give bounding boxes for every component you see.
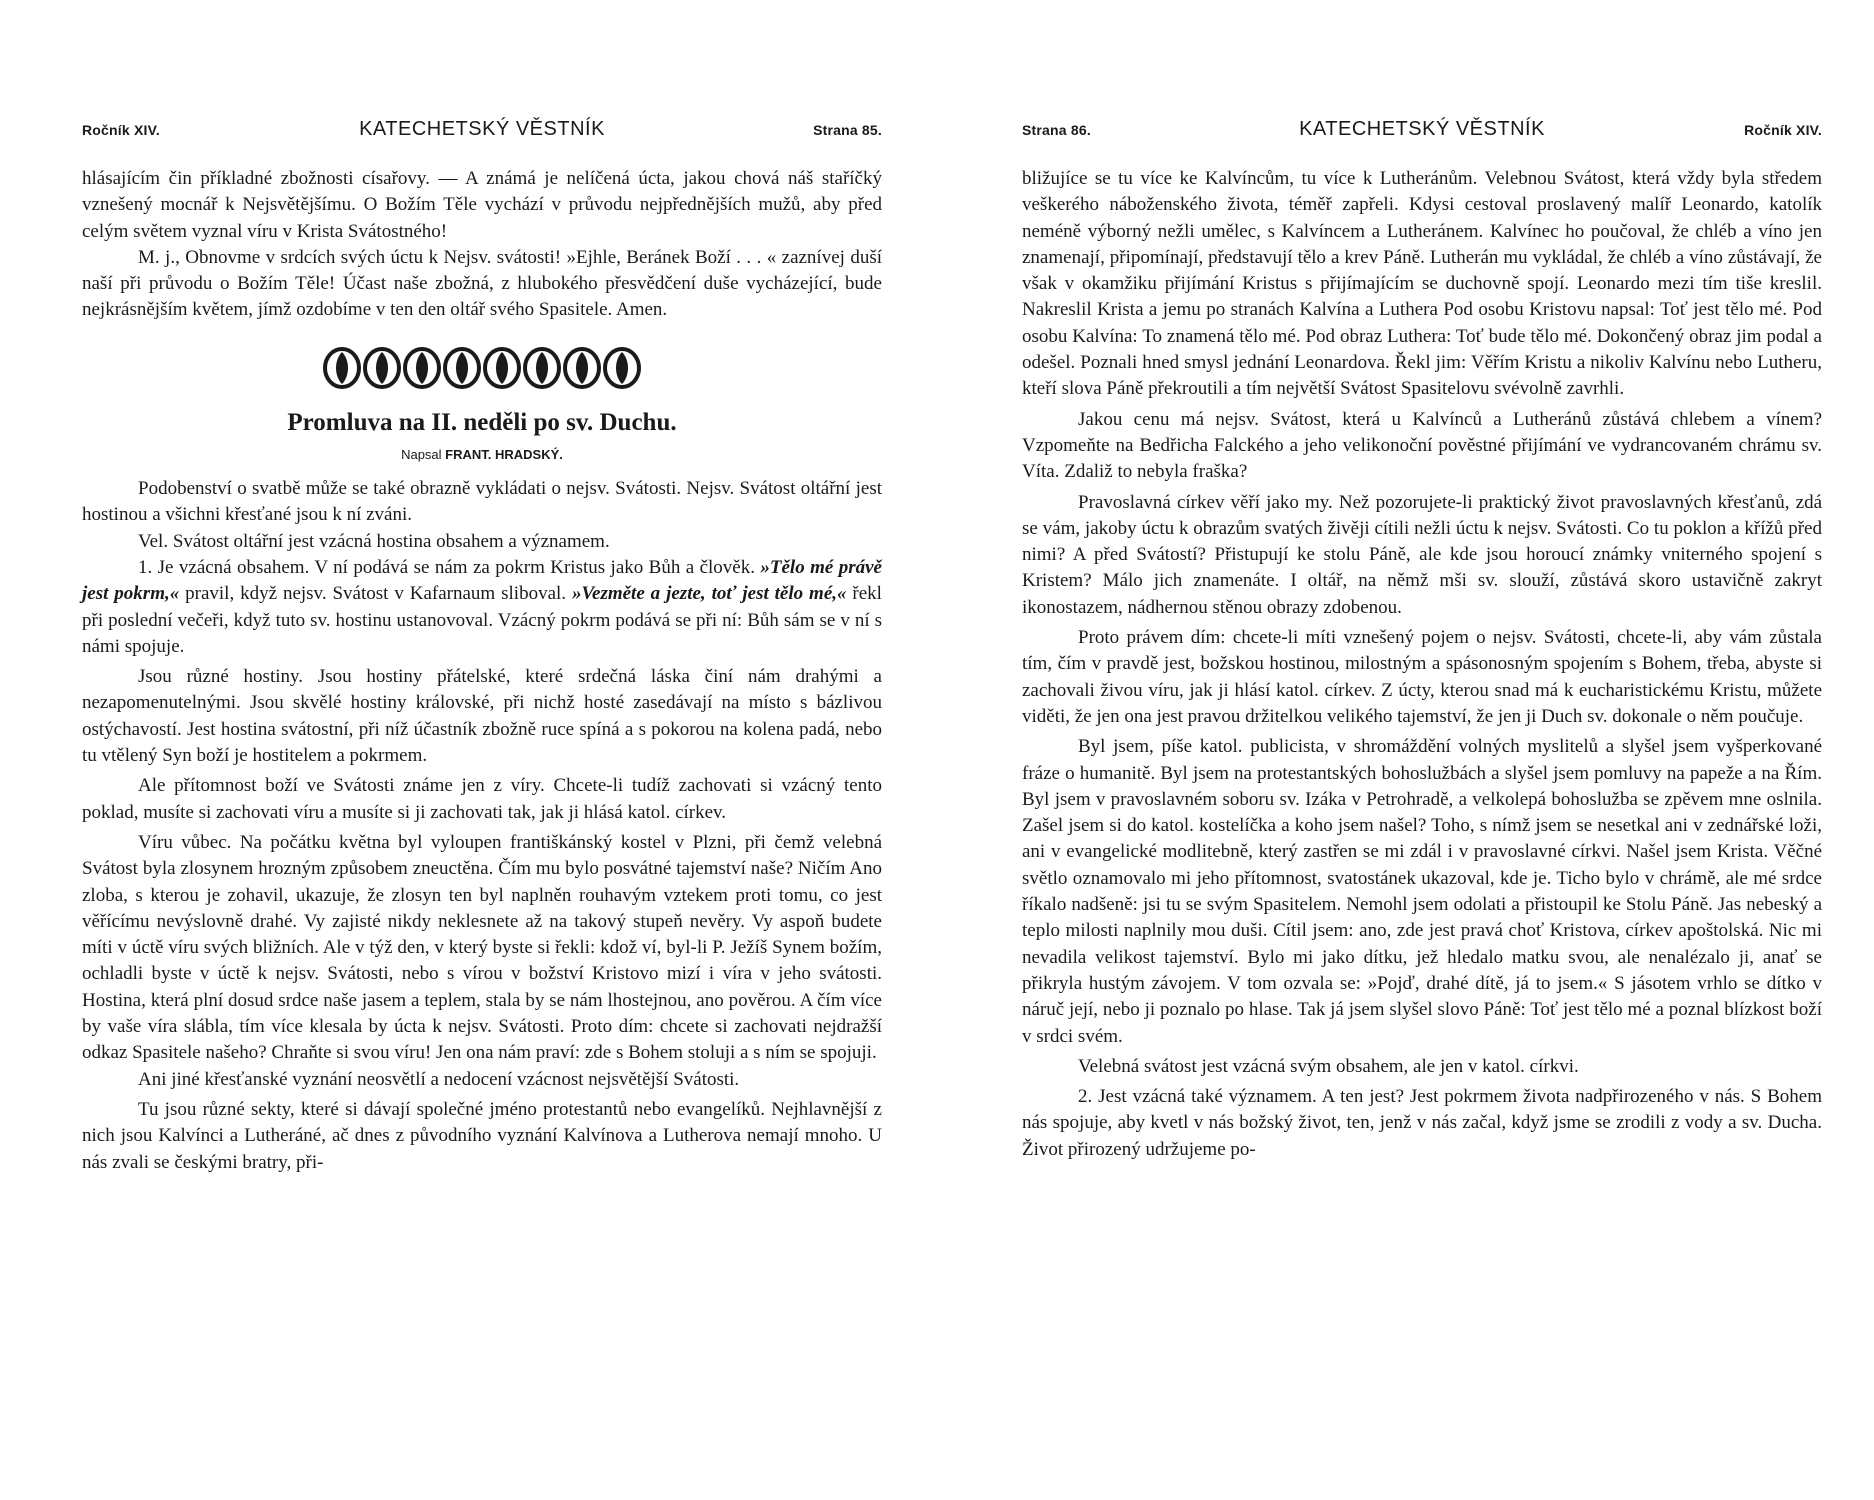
author-name: FRANT. HRADSKÝ. bbox=[445, 446, 563, 462]
paragraph: Proto právem dím: chcete-li míti vznešený pojem o nejsv. Svátosti, chcete-li, aby vám zůstala tím, čím v pravdě jest, božskou hostinou, milostným a spásonosným spojením s Bohem, třeba, abyste si zachovali živou víru, jak ji hlásí katol. církev. Z úcty, kterou snad má k eucharistickému Kristu, můžete viděti, že jen ona jest pravou držitelkou velikého tajemství, že jen ji Duch sv. dokonale o něm poučuje. bbox=[1022, 627, 1822, 727]
left-running-head bbox=[82, 118, 882, 148]
scripture-quote: »Vezměte a jezte, toť jest tělo mé,« bbox=[571, 583, 847, 605]
paragraph: Podobenství o svatbě může se také obrazně vykládati o nejsv. Svátosti. Nejsv. Svátost oltářní jest hostinou a všichni křesťané jsou k ní zváni. bbox=[82, 478, 882, 526]
volume-label: Ročník XIV. bbox=[82, 122, 160, 138]
paragraph: Jsou různé hostiny. Jsou hostiny přátelské, které srdečná láska činí nám drahými a nezapomenutelnými. Jsou skvělé hostiny královské, při nichž hosté zasedávají na místo s bázlivou ostýchavostí. Jest hostina svátostní, při níž účastník zbožně ruce spíná a s pokorou na kolena padá, nebo tu vtělený Syn boží je hostitelem a pokrmem. bbox=[82, 666, 882, 767]
page-number: Strana 86. bbox=[1022, 122, 1091, 138]
right-page bbox=[1022, 118, 1822, 1163]
paragraph: Vel. Svátost oltářní jest vzácná hostina obsahem a významem. bbox=[138, 530, 610, 552]
right-running-head bbox=[1022, 118, 1822, 148]
paragraph-text: řekl při poslední večeři, když tuto sv. hostinu ustanovoval. Vzácný pokrm podává se při ní: Bůh sám se v ní s námi spojuje. bbox=[82, 583, 882, 657]
paragraph: Velebná svátost jest vzácná svým obsahem, ale jen v katol. církvi. bbox=[1078, 1055, 1579, 1077]
paragraph: Ale přítomnost boží ve Svátosti známe jen z víry. Chcete-li tudíž zachovati si vzácný tento poklad, musíte si zachovati víru a musíte si ji zachovati tak, jak ji hlásá katol. církev. bbox=[82, 775, 882, 823]
journal-title: KATECHETSKÝ VĚSTNÍK bbox=[1299, 118, 1545, 140]
paragraph: Pravoslavná církev věří jako my. Než pozorujete-li praktický život pravoslavných křesťanů, zdá se vám, jakoby úctu k obrazům svatých živěji cítili nežli úctu k nejsv. Svátosti. Co tu poklon a křížů před nimi? A před Svátostí? Přistupují ke stolu Páně, ale kde jsou horoucí známky vniterného spojení s Kristem? Málo jich znamenáte. I oltář, na němž mši sv. slouží, zůstává skoro ustavičně zakryt ikonostazem, nádhernou stěnou obrazy zdobenou. bbox=[1022, 491, 1822, 618]
sermon-author bbox=[82, 442, 882, 468]
paragraph: M. j., Obnovme v srdcích svých úctu k Nejsv. svátosti! »Ejhle, Beránek Boží . . . « zaznívej duší naší při průvodu o Božím Těle! Účast naše zbožná, z hlubokého přesvědčení duše vycházející, bude nejkrásnějším květem, jímž ozdobíme v ten den oltář svého Spasitele. Amen. bbox=[82, 246, 882, 321]
sermon-title: Promluva na II. neděli po sv. Duchu. bbox=[287, 408, 677, 436]
paragraph-text: pravil, když nejsv. Svátost v Kafarnaum sliboval. bbox=[179, 583, 572, 605]
ornament-leaf-icon bbox=[325, 349, 359, 387]
paragraph bbox=[82, 555, 882, 660]
paragraph: Ani jiné křesťanské vyznání neosvětlí a nedocení vzácnost nejsvětější Svátosti. bbox=[138, 1068, 740, 1090]
paragraph: 2. Jest vzácná také významem. A ten jest? Jest pokrmem života nadpřirozeného v nás. S Bohem nás spojuje, aby kvetl v nás božský život, ten, jenž v nás začal, když jsme se zrodili z vody a sv. Ducha. Život přirozený udržujeme po- bbox=[1022, 1086, 1822, 1160]
journal-title: KATECHETSKÝ VĚSTNÍK bbox=[359, 118, 605, 140]
left-body-text bbox=[82, 166, 882, 1176]
left-page bbox=[82, 118, 882, 1176]
paragraph: Víru vůbec. Na počátku května byl vyloupen františkánský kostel v Plzni, při čemž velebná Svátost byla zlosynem hrozným způsobem zneuctěna. Čím mu bylo posvátné tajemství naše? Ničím Ano zloba, s kterou je zohavil, ukazuje, že zlosyn ten byl naplněn rouhavým vztekem proti tomu, co jest věřícímu nevýslovně drahé. Vy zajisté nikdy neklesnete až na takový stupeň nevěry. Vy aspoň budete míti v úctě víru svých bližních. Ale v týž den, v který byste si řekli: kdož ví, byl-li P. Ježíš Synem božím, ochladli byste v úctě k nejsv. Svátosti, nebo s vírou v božství Kristovo mizí i víra v jeho svátosti. Hostina, která plní dosud srdce naše jasem a teplem, stala by se nám lhostejnou, ano pověrou. A čím více by vaše víra slábla, tím více klesala by úcta k nejsv. Svátosti. Proto dím: chcete si zachovati nejdražší odkaz Spasitele našeho? Chraňte si svou víru! Jen ona nám praví: zde s Bohem stoluji a s ním se spojuji. bbox=[82, 831, 882, 1064]
author-prefix: Napsal bbox=[401, 446, 442, 462]
right-body-text bbox=[1022, 166, 1822, 1163]
scripture-quote: »Tělo mé právě jest pokrm,« bbox=[82, 556, 882, 605]
ornament-divider bbox=[322, 346, 642, 390]
volume-label: Ročník XIV. bbox=[1744, 122, 1822, 138]
paragraph: Tu jsou různé sekty, které si dávají společné jméno protestantů nebo evangelíků. Nejhlavnější z nich jsou Kalvínci a Lutheráné, ač dnes z původního vyznání Kalvínova a Lutherova nemají mnoho. U nás zvali se českými bratry, při- bbox=[82, 1098, 882, 1173]
paragraph: Jakou cenu má nejsv. Svátost, která u Kalvínců a Lutheránů zůstává chlebem a vínem? Vzpomeňte na Bedřicha Falckého a jeho velikonoční pověstné přijímání ve vydrancovaném chrámu sv. Víta. Zdaliž to nebyla fraška? bbox=[1022, 408, 1822, 483]
page-number: Strana 85. bbox=[813, 122, 882, 138]
paragraph: hlásajícím čin příkladné zbožnosti císařovy. — A známá je nelíčená úcta, jakou chová náš staříčký vznešený mocnář k Nejsvětějšímu. O Božím Těle vychází v průvodu nejpřednějších mužů, aby před celým světem vyznal víru v Krista Svátostného! bbox=[82, 168, 882, 242]
paragraph-text: 1. Je vzácná obsahem. V ní podává se nám za pokrm Kristus jako Bůh a člověk. bbox=[138, 556, 761, 578]
paragraph: bližujíce se tu více ke Kalvíncům, tu více k Lutheránům. Velebnou Svátost, která vždy byla středem veškerého náboženského života, téměř zapřeli. Kdysi cestoval proslavený malíř Leonardo, katolík neméně výborný nežli umělec, s Kalvíncem a Lutheránem. Kalvínec ho poučoval, že chléb a víno jen znamenají, připomínají, představují tělo a krev Páně. Lutherán mu vykládal, že chléb a víno zůstávají, že však v okamžiku přijímání Kristus s přijímajícím se duchovně spojí. Leonardo mezi tím tiše kreslil. Nakreslil Krista a jemu po stranách Kalvína a Luthera Pod osobu Kristovu napsal: Toť jest tělo mé. Pod osobu Kalvína: To znamená tělo mé. Pod obraz Luthera: Toť bude tělo mé. Dokončený obraz jim podal a odešel. Poznali hned smysl jednání Leonardova. Řekl jim: Věřím Kristu a nikoliv Kalvínu nebo Lutheru, kteří slova Páně překroutili a tím největší Svátost Spasitelovu svévolně zavrhli. bbox=[1022, 168, 1822, 400]
paragraph: Byl jsem, píše katol. publicista, v shromáždění volných myslitelů a slyšel jsem vyšperkované fráze o humanitě. Byl jsem na protestantských bohoslužbách a slyšel jsem pomluvy na papeže a na Řím. Byl jsem v pravoslavném soboru sv. Izáka v Petrohradě, a velkolepá bohoslužba se zpěvem mne oslnila. Zašel jsem si do katol. kostelíčka a koho jsem našel? Toho, s nímž jsem se nesetkal ani v zednářské loži, ani v evangelické modlitebně, který zastřen se mi zdál i v pravoslavné církvi. Našel jsem Krista. Věčné světlo oznamovalo mi jeho přítomnost, svatostánek ukazoval, kde je. Ticho bylo v chrámě, ale mé srdce říkalo nadšeně: jsi tu se svým Spasitelem. Nemohl jsem odolati a přistoupil ke Stolu Páně. Jas nebeský a teplo milosti naplnily mou duši. Cítil jsem: ano, zde jest pravá choť Kristova, církev apoštolská. Nic mi nevadila velikost tajemství. Bylo mi jako dítku, jež hledalo matku svou, ale nenalézalo ji, anať se přikryla hustým závojem. V tom ozvala se: »Pojď, drahé dítě, já to jsem.« S jásotem vrhlo se dítko v náruč její, nebo ji poznalo po hlase. Tak já jsem slyšel slovo Páně: Toť jest tělo mé a poznal blízkost boží v srdci svém. bbox=[1022, 736, 1822, 1047]
